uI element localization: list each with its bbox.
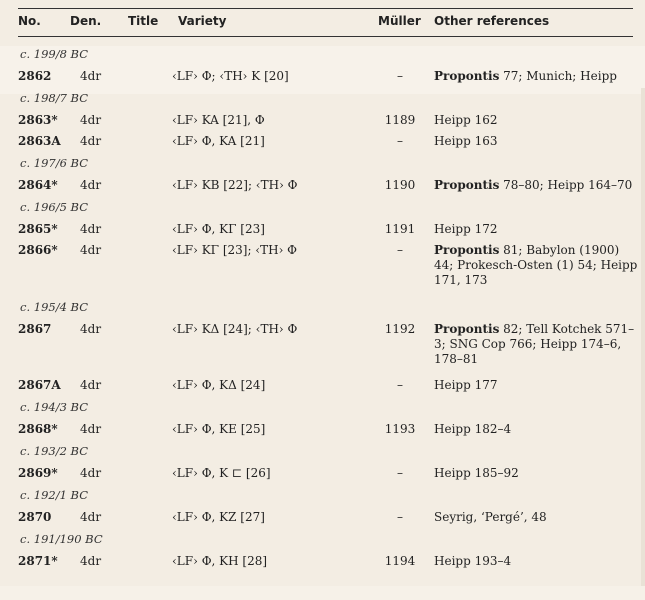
- other-references: [434, 69, 639, 84]
- other-references: [434, 243, 639, 288]
- period-label: c. 198/7 BC: [20, 91, 89, 105]
- muller-ref: –: [397, 243, 403, 257]
- coin-number: 2871*: [18, 554, 58, 568]
- period-label: c. 193/2 BC: [20, 444, 89, 458]
- muller-ref: 1189: [384, 113, 416, 127]
- variety: ‹LF› Φ; ‹TH› K [20]: [172, 69, 289, 83]
- coin-number: 2865*: [18, 222, 58, 236]
- period-label: c. 191/190 BC: [20, 532, 103, 546]
- table-row: [0, 239, 645, 295]
- coin-number: 2864*: [18, 178, 58, 192]
- table-row: [0, 218, 645, 239]
- reference-text: Heipp 177: [434, 378, 498, 392]
- variety: ‹LF› KΓ [23]; ‹TH› Φ: [172, 243, 298, 257]
- header-refs: Other references: [434, 14, 550, 28]
- variety: ‹LF› Φ, KE [25]: [172, 422, 266, 436]
- period-label: c. 197/6 BC: [20, 156, 89, 170]
- denomination: 4dr: [80, 113, 102, 127]
- table-row: [0, 506, 645, 527]
- reference-text: Heipp 163: [434, 134, 498, 148]
- variety: ‹LF› Φ, KΔ [24]: [172, 378, 266, 392]
- period-row: [0, 483, 645, 506]
- other-references: [434, 422, 639, 437]
- muller-ref: 1193: [384, 422, 416, 436]
- variety: ‹LF› KΔ [24]; ‹TH› Φ: [172, 322, 298, 336]
- other-references: [434, 554, 639, 569]
- other-references: [434, 510, 639, 525]
- coin-number: 2862: [18, 69, 52, 83]
- period-label: c. 192/1 BC: [20, 488, 89, 502]
- primary-reference: Propontis: [434, 178, 500, 192]
- other-references: [434, 178, 639, 193]
- header-title: Title: [128, 14, 159, 28]
- muller-ref: –: [397, 378, 403, 392]
- header-no: No.: [18, 14, 41, 28]
- muller-ref: –: [397, 466, 403, 480]
- variety: ‹LF› KA [21], Φ: [172, 113, 265, 127]
- coin-number: 2867A: [18, 378, 61, 392]
- table-row: [0, 318, 645, 374]
- period-label: c. 195/4 BC: [20, 300, 89, 314]
- header-rule: [18, 36, 633, 37]
- other-references: [434, 378, 639, 393]
- variety: ‹LF› Φ, KH [28]: [172, 554, 268, 568]
- period-label: c. 199/8 BC: [20, 47, 89, 61]
- period-row: [0, 86, 645, 109]
- denomination: 4dr: [80, 510, 102, 524]
- period-row: [0, 195, 645, 218]
- primary-reference: Propontis: [434, 243, 500, 257]
- muller-ref: 1194: [384, 554, 416, 568]
- primary-reference: Propontis: [434, 69, 500, 83]
- muller-ref: 1190: [384, 178, 416, 192]
- table-row: [0, 462, 645, 483]
- reference-text: 78–80; Heipp 164–70: [499, 178, 633, 192]
- header-muller: Müller: [378, 14, 421, 28]
- coin-number: 2867: [18, 322, 52, 336]
- coin-table: [0, 42, 645, 571]
- reference-text: Heipp 185–92: [434, 466, 519, 480]
- muller-ref: 1191: [384, 222, 416, 236]
- coin-number: 2863A: [18, 134, 61, 148]
- period-label: c. 196/5 BC: [20, 200, 89, 214]
- other-references: [434, 222, 639, 237]
- coin-number: 2870: [18, 510, 52, 524]
- reference-text: 77; Munich; Heipp: [499, 69, 617, 83]
- coin-number: 2869*: [18, 466, 58, 480]
- coin-number: 2868*: [18, 422, 58, 436]
- denomination: 4dr: [80, 69, 102, 83]
- other-references: [434, 113, 639, 128]
- variety: ‹LF› Φ, KΓ [23]: [172, 222, 265, 236]
- header-variety: Variety: [178, 14, 227, 28]
- denomination: 4dr: [80, 222, 102, 236]
- table-row: [0, 130, 645, 151]
- period-row: [0, 395, 645, 418]
- coin-number: 2863*: [18, 113, 58, 127]
- muller-ref: –: [397, 134, 403, 148]
- table-row: [0, 65, 645, 86]
- period-row: [0, 527, 645, 550]
- other-references: [434, 466, 639, 481]
- header-den: Den.: [70, 14, 102, 28]
- table-row: [0, 418, 645, 439]
- denomination: 4dr: [80, 378, 102, 392]
- period-row: [0, 42, 645, 65]
- denomination: 4dr: [80, 243, 102, 257]
- table-row: [0, 109, 645, 130]
- variety: ‹LF› Φ, KZ [27]: [172, 510, 265, 524]
- table-row: [0, 174, 645, 195]
- reference-text: Heipp 193–4: [434, 554, 512, 568]
- period-label: c. 194/3 BC: [20, 400, 89, 414]
- denomination: 4dr: [80, 422, 102, 436]
- muller-ref: –: [397, 510, 403, 524]
- reference-text: Seyrig, ‘Pergé’, 48: [434, 510, 547, 524]
- denomination: 4dr: [80, 554, 102, 568]
- denomination: 4dr: [80, 466, 102, 480]
- denomination: 4dr: [80, 322, 102, 336]
- period-row: [0, 439, 645, 462]
- table-row: [0, 550, 645, 571]
- variety: ‹LF› Φ, K ⊏ [26]: [172, 466, 271, 480]
- table-row: [0, 374, 645, 395]
- period-row: [0, 295, 645, 318]
- reference-text: Heipp 162: [434, 113, 498, 127]
- scan-bottom-strip: [0, 586, 645, 600]
- muller-ref: 1192: [384, 322, 416, 336]
- variety: ‹LF› Φ, KA [21]: [172, 134, 265, 148]
- period-row: [0, 151, 645, 174]
- reference-text: 82; Tell Kotchek 571–3; SNG Cop 766; Heipp 174–6, 178–81: [434, 322, 635, 366]
- reference-text: Heipp 182–4: [434, 422, 512, 436]
- denomination: 4dr: [80, 134, 102, 148]
- muller-ref: –: [397, 69, 403, 83]
- primary-reference: Propontis: [434, 322, 500, 336]
- reference-text: Heipp 172: [434, 222, 498, 236]
- denomination: 4dr: [80, 178, 102, 192]
- variety: ‹LF› KB [22]; ‹TH› Φ: [172, 178, 298, 192]
- other-references: [434, 134, 639, 149]
- coin-number: 2866*: [18, 243, 58, 257]
- other-references: [434, 322, 639, 367]
- reference-text: 81; Babylon (1900) 44; Prokesch-Osten (1) 54; Heipp 171, 173: [434, 243, 638, 287]
